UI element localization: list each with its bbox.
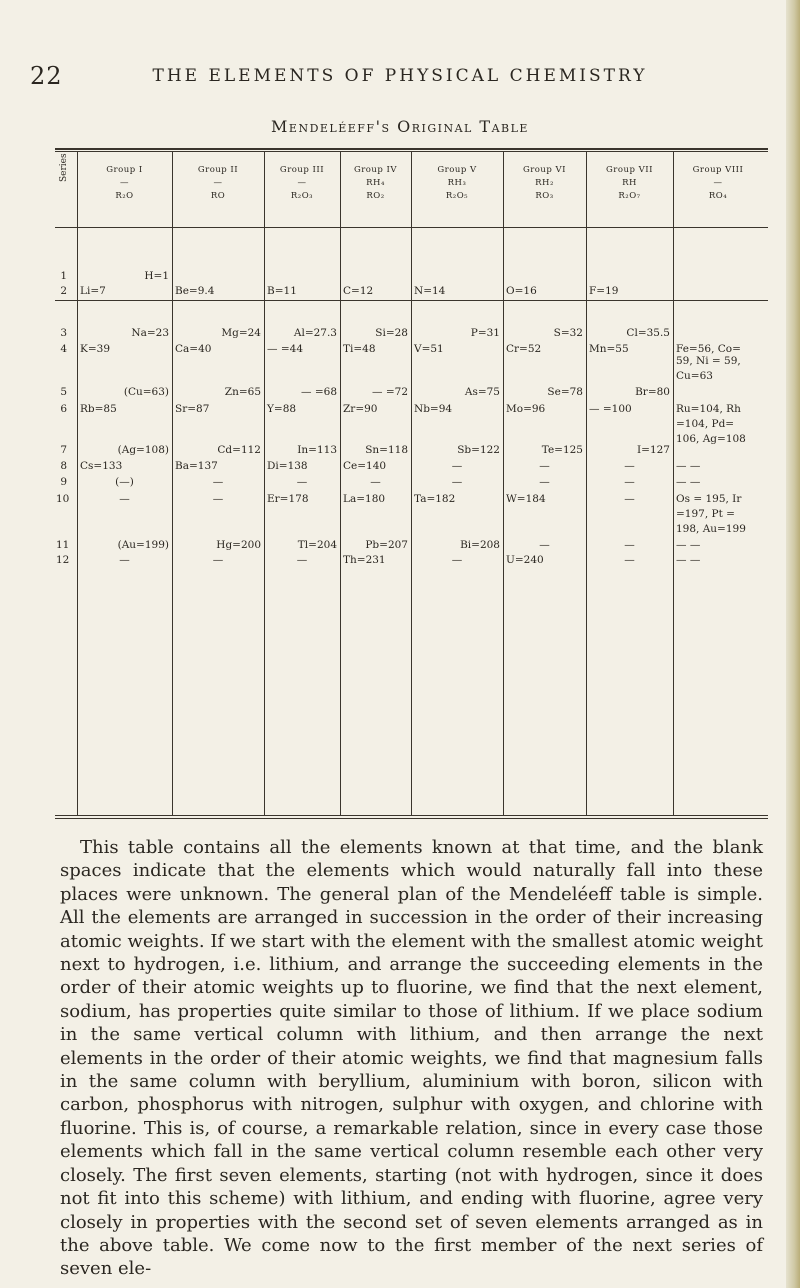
- element-cell: Br=80: [635, 386, 670, 398]
- element-cell: Mg=24: [221, 327, 261, 339]
- series-number: 3: [60, 327, 67, 339]
- group8-continuation: 106, Ag=108: [676, 433, 746, 445]
- group8-continuation: Cu=63: [676, 370, 713, 382]
- table-bottom-rule: [55, 815, 768, 816]
- element-cell: F=19: [589, 285, 619, 297]
- element-cell: —: [624, 554, 635, 566]
- column-divider: [673, 152, 674, 815]
- group-header-oxide: R₂O₃: [290, 191, 314, 201]
- element-cell: Cs=133: [80, 460, 123, 472]
- group8-continuation: 198, Au=199: [676, 523, 746, 535]
- element-cell: —: [624, 460, 635, 472]
- element-cell: Ce=140: [343, 460, 387, 472]
- group-header-oxide: R₂O₇: [618, 191, 641, 201]
- element-cell: — =72: [372, 386, 408, 398]
- series-number: 2: [60, 285, 67, 297]
- element-cell: S=32: [553, 327, 583, 339]
- series-number: 8: [60, 460, 67, 472]
- element-cell: Rb=85: [80, 403, 117, 415]
- element-cell: —: [451, 554, 463, 566]
- group-header-name: Group V: [437, 165, 477, 175]
- series-number: 11: [56, 539, 70, 551]
- element-cell: Zn=65: [224, 386, 261, 398]
- element-cell: —: [451, 476, 463, 488]
- group-header-name: Group I: [106, 165, 143, 175]
- element-cell: Bi=208: [460, 539, 500, 551]
- element-cell: V=51: [414, 343, 444, 355]
- element-cell: O=16: [506, 285, 537, 297]
- element-cell: Be=9.4: [175, 285, 215, 297]
- element-cell: Di=138: [267, 460, 308, 472]
- group-header-dash: —: [297, 178, 307, 188]
- group-header-oxide: RO₄: [708, 191, 728, 201]
- group-header-hydride: RH₄: [366, 178, 385, 188]
- element-cell: Cl=35.5: [626, 327, 670, 339]
- element-cell: —: [624, 493, 635, 505]
- element-cell: Na=23: [131, 327, 169, 339]
- element-cell: (Cu=63): [123, 386, 169, 398]
- running-head-title: THE ELEMENTS OF PHYSICAL CHEMISTRY: [152, 66, 648, 86]
- header-bottom-rule: [55, 227, 768, 228]
- series-number: 5: [60, 386, 67, 398]
- element-cell: —: [539, 460, 550, 472]
- column-divider: [264, 152, 265, 815]
- group8-continuation: 59, Ni = 59,: [676, 355, 741, 367]
- element-cell: H=1: [144, 270, 169, 282]
- series-number: 10: [56, 493, 70, 505]
- element-cell: — =68: [301, 386, 337, 398]
- body-paragraph-block: [60, 836, 763, 1281]
- element-cell: —: [624, 539, 635, 551]
- group-header-name: Group VIII: [692, 165, 744, 175]
- element-cell: Pb=207: [365, 539, 408, 551]
- element-cell: Li=7: [80, 285, 106, 297]
- group-header-hydride: RH₂: [535, 178, 554, 188]
- element-cell: —: [539, 476, 550, 488]
- element-cell: Sr=87: [175, 403, 210, 415]
- element-cell: Mo=96: [506, 403, 546, 415]
- element-cell: (Au=199): [117, 539, 169, 551]
- group-header-name: Group VI: [522, 165, 567, 175]
- element-cell: As=75: [464, 386, 500, 398]
- group-header-oxide: R₂O₅: [445, 191, 469, 201]
- element-cell: —: [119, 554, 130, 566]
- group-header-dash: —: [120, 178, 129, 188]
- group-header-name: Group III: [279, 165, 325, 175]
- column-divider: [503, 152, 504, 815]
- element-cell: N=14: [414, 285, 446, 297]
- element-cell: — =100: [589, 403, 632, 415]
- element-cell: Hg=200: [216, 539, 261, 551]
- series-number: 12: [56, 554, 70, 566]
- element-cell: C=12: [343, 285, 374, 297]
- column-divider: [340, 152, 341, 815]
- element-cell: Zr=90: [343, 403, 378, 415]
- element-cell: Al=27.3: [293, 327, 337, 339]
- element-cell: —: [451, 460, 463, 472]
- body-paragraph: This table contains all the elements known at that time, and the blank spaces indicate that the elements which would naturally fall into these places were unknown. The general plan of the Mendeléeff table is simple. All the elements are arranged in succession in the order of their increasing atomic weights. If we start with the element with the smallest atomic weight next to hydrogen, i.e. lithium, and arrange the succeeding elements in the order of their atomic weights up to fluorine, we find that the next element, sodium, has properties quite similar to those of lithium. If we place sodium in the same vertical column with lithium, and then arrange the next elements in the order of their atomic weights, we find that magnesium falls in the same column with beryllium, aluminium with boron, silicon with carbon, phosphorus with nitrogen, sulphur with oxygen, and chlorine with fluorine. This is, of course, a remarkable relation, since in every case those elements which fall in the same vertical column resemble each other very closely. The first seven elements, starting (not with hydrogen, since it does not fit into this scheme) with lithium, and ending with fluorine, agree very closely in properties with the second set of seven elements arranged as in the above table. We come now to the first member of the next series of seven ele-: [60, 837, 763, 1280]
- series-number: 9: [60, 476, 67, 488]
- page-number: 22: [30, 62, 63, 90]
- column-divider: [172, 152, 173, 815]
- element-cell: Cr=52: [506, 343, 542, 355]
- element-cell: — —: [676, 476, 701, 488]
- element-cell: (—): [115, 476, 134, 488]
- element-cell: —: [370, 476, 381, 488]
- element-cell: P=31: [470, 327, 500, 339]
- element-cell: — —: [676, 554, 701, 566]
- element-cell: B=11: [267, 285, 297, 297]
- element-cell: —: [624, 476, 635, 488]
- series-number: 4: [60, 343, 67, 355]
- element-cell: Ta=182: [414, 493, 456, 505]
- group8-continuation: =197, Pt =: [676, 508, 735, 520]
- element-cell: — —: [676, 460, 701, 472]
- column-divider: [411, 152, 412, 815]
- group-header-oxide: RO: [210, 191, 226, 201]
- element-cell: Ru=104, Rh: [676, 403, 741, 415]
- group-header-name: Group VII: [606, 165, 653, 175]
- element-cell: Er=178: [267, 493, 309, 505]
- element-cell: La=180: [343, 493, 386, 505]
- element-cell: Cd=112: [217, 444, 261, 456]
- element-cell: Sn=118: [365, 444, 408, 456]
- group-header-dash: —: [713, 178, 723, 188]
- element-cell: U=240: [506, 554, 544, 566]
- element-cell: K=39: [80, 343, 111, 355]
- group8-continuation: =104, Pd=: [676, 418, 735, 430]
- row-divider-rule: [55, 300, 768, 301]
- element-cell: Ca=40: [175, 343, 212, 355]
- element-cell: In=113: [297, 444, 337, 456]
- element-cell: Fe=56, Co=: [676, 343, 741, 355]
- series-number: 6: [60, 403, 67, 415]
- group-header-hydride: RH₃: [447, 178, 467, 188]
- group-header-hydride: RH: [622, 178, 637, 188]
- group-header-dash: —: [213, 178, 223, 188]
- series-number: 7: [60, 444, 67, 456]
- element-cell: Ti=48: [343, 343, 376, 355]
- element-cell: Tl=204: [297, 539, 337, 551]
- element-cell: — =44: [267, 343, 303, 355]
- group-header-name: Group IV: [353, 165, 398, 175]
- element-cell: I=127: [637, 444, 670, 456]
- element-cell: —: [539, 539, 550, 551]
- element-cell: —: [296, 554, 308, 566]
- element-cell: (Ag=108): [117, 444, 169, 456]
- column-divider: [586, 152, 587, 815]
- group-header-name: Group II: [197, 165, 239, 175]
- element-cell: —: [212, 493, 224, 505]
- element-cell: —: [212, 476, 224, 488]
- group-header-oxide: RO₃: [535, 191, 554, 201]
- group-header-oxide: RO₂: [366, 191, 385, 201]
- element-cell: Th=231: [343, 554, 386, 566]
- table-title: Mendeléeff's Original Table: [271, 117, 529, 136]
- element-cell: Si=28: [375, 327, 408, 339]
- element-cell: — —: [676, 539, 701, 551]
- element-cell: —: [296, 476, 308, 488]
- element-cell: W=184: [506, 493, 546, 505]
- series-header: Series: [59, 153, 69, 182]
- element-cell: Nb=94: [414, 403, 453, 415]
- element-cell: Os = 195, Ir: [676, 493, 742, 505]
- table-bottom-rule-inner: [55, 818, 768, 819]
- element-cell: Ba=137: [175, 460, 218, 472]
- series-number: 1: [60, 270, 67, 282]
- group-header-oxide: R₂O: [115, 191, 134, 201]
- element-cell: Se=78: [547, 386, 583, 398]
- element-cell: —: [212, 554, 224, 566]
- element-cell: Y=88: [267, 403, 297, 415]
- column-divider: [77, 152, 78, 815]
- element-cell: —: [119, 493, 130, 505]
- element-cell: Mn=55: [589, 343, 629, 355]
- element-cell: Te=125: [541, 444, 583, 456]
- element-cell: Sb=122: [457, 444, 500, 456]
